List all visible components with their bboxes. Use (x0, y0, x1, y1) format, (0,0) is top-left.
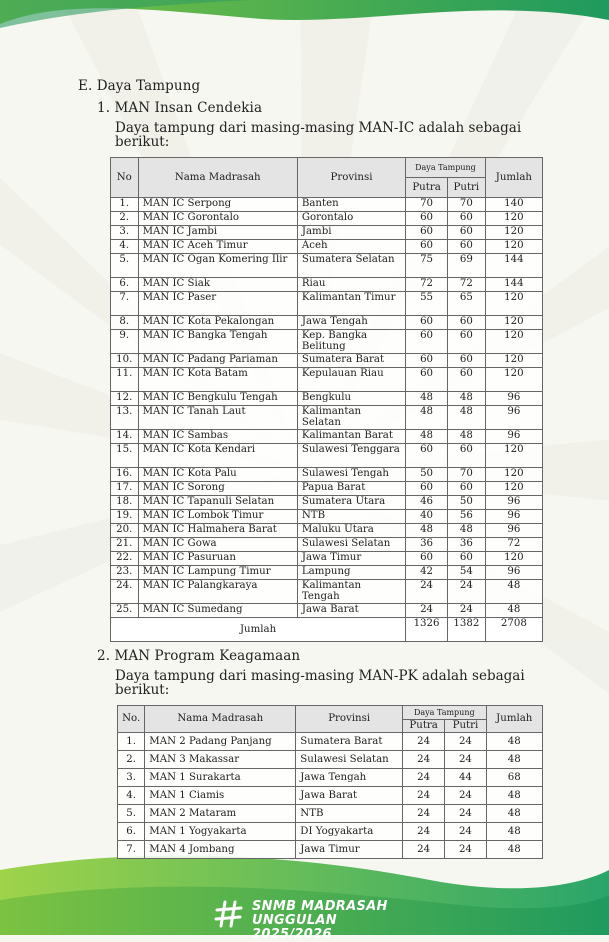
table-row (118, 823, 543, 841)
table-row (118, 841, 543, 859)
row-province: Banten (297, 198, 405, 212)
row-putra: 24 (403, 733, 445, 751)
row-putra: 48 (406, 406, 448, 430)
row-total: 96 (485, 566, 542, 580)
total-label: Jumlah (111, 618, 406, 642)
sub1-intro: Daya tampung dari masing-masing MAN-IC adalah sebagai berikut: (115, 120, 522, 150)
row-putri: 72 (447, 278, 485, 292)
row-province: Sulawesi Tengah (297, 468, 405, 482)
row-total: 144 (485, 278, 542, 292)
row-name: MAN IC Halmahera Barat (138, 524, 297, 538)
row-name: MAN IC Gowa (138, 538, 297, 552)
row-province: Lampung (297, 566, 405, 580)
sub2-intro: Daya tampung dari masing-masing MAN-PK adalah sebagai berikut: (115, 668, 525, 698)
row-putri: 24 (445, 733, 486, 751)
row-putra: 72 (406, 278, 448, 292)
row-putri: 48 (447, 406, 485, 430)
row-name: MAN IC Siak (138, 278, 297, 292)
col-total: Jumlah (486, 706, 542, 733)
table-row (118, 787, 543, 805)
row-putra: 60 (406, 482, 448, 496)
sub2-heading: 2. MAN Program Keagamaan (97, 648, 301, 664)
row-no: 24. (111, 580, 139, 604)
row-putra: 70 (406, 198, 448, 212)
row-putri: 60 (447, 482, 485, 496)
row-total: 48 (486, 841, 542, 859)
row-putra: 48 (406, 524, 448, 538)
row-total: 120 (485, 226, 542, 240)
row-no: 4. (118, 787, 145, 805)
table-row (111, 444, 543, 468)
col-putri: Putri (447, 178, 485, 198)
row-name: MAN 1 Surakarta (145, 769, 296, 787)
row-putri: 24 (445, 751, 486, 769)
row-province: Jawa Tengah (296, 769, 403, 787)
total-putra: 1326 (406, 618, 448, 642)
table-row (111, 482, 543, 496)
table-row (111, 510, 543, 524)
row-total: 96 (485, 510, 542, 524)
row-putra: 48 (406, 392, 448, 406)
col-name: Nama Madrasah (145, 706, 296, 733)
table-row (111, 552, 543, 566)
row-putra: 48 (406, 430, 448, 444)
row-no: 22. (111, 552, 139, 566)
row-no: 7. (111, 292, 139, 316)
col-capacity: Daya Tampung (406, 158, 486, 178)
table-row (111, 212, 543, 226)
row-name: MAN 2 Mataram (145, 805, 296, 823)
row-name: MAN IC Bangka Tengah (138, 330, 297, 354)
row-putra: 60 (406, 212, 448, 226)
table-row (111, 580, 543, 604)
row-province: Jawa Timur (297, 552, 405, 566)
row-name: MAN IC Tanah Laut (138, 406, 297, 430)
row-putra: 60 (406, 354, 448, 368)
row-total: 96 (485, 406, 542, 430)
row-total: 140 (485, 198, 542, 212)
row-total: 48 (486, 787, 542, 805)
row-province: Riau (297, 278, 405, 292)
row-total: 120 (485, 468, 542, 482)
row-no: 3. (118, 769, 145, 787)
col-total: Jumlah (485, 158, 542, 198)
row-putri: 69 (447, 254, 485, 278)
row-name: MAN IC Ogan Komering Ilir (138, 254, 297, 278)
row-no: 8. (111, 316, 139, 330)
row-name: MAN IC Gorontalo (138, 212, 297, 226)
table-row (111, 604, 543, 618)
row-putri: 48 (447, 524, 485, 538)
row-name: MAN 1 Ciamis (145, 787, 296, 805)
row-no: 23. (111, 566, 139, 580)
row-province: DI Yogyakarta (296, 823, 403, 841)
row-no: 18. (111, 496, 139, 510)
table-row (118, 805, 543, 823)
row-putra: 60 (406, 552, 448, 566)
row-putra: 75 (406, 254, 448, 278)
row-putra: 24 (403, 841, 445, 859)
row-total: 144 (485, 254, 542, 278)
table-row (111, 226, 543, 240)
row-province: Jawa Barat (297, 604, 405, 618)
row-name: MAN IC Jambi (138, 226, 297, 240)
row-total: 120 (485, 330, 542, 354)
row-putra: 60 (406, 330, 448, 354)
row-name: MAN 1 Yogyakarta (145, 823, 296, 841)
row-total: 48 (486, 823, 542, 841)
row-name: MAN IC Serpong (138, 198, 297, 212)
row-total: 120 (485, 240, 542, 254)
row-no: 17. (111, 482, 139, 496)
row-no: 1. (111, 198, 139, 212)
hashtag-icon (214, 900, 244, 928)
row-total: 48 (486, 805, 542, 823)
row-no: 7. (118, 841, 145, 859)
row-province: Kalimantan Tengah (297, 580, 405, 604)
row-province: Jawa Tengah (297, 316, 405, 330)
table-row (118, 751, 543, 769)
row-province: Sulawesi Tenggara (297, 444, 405, 468)
row-putra: 60 (406, 226, 448, 240)
row-province: Kalimantan Selatan (297, 406, 405, 430)
col-name: Nama Madrasah (138, 158, 297, 198)
table-row (111, 538, 543, 552)
row-total: 68 (486, 769, 542, 787)
total-row (111, 618, 543, 642)
row-putri: 60 (447, 330, 485, 354)
table-row (111, 292, 543, 316)
row-province: Bengkulu (297, 392, 405, 406)
row-name: MAN IC Sambas (138, 430, 297, 444)
row-name: MAN IC Palangkaraya (138, 580, 297, 604)
row-name: MAN IC Paser (138, 292, 297, 316)
row-province: Gorontalo (297, 212, 405, 226)
row-total: 120 (485, 354, 542, 368)
row-province: Kalimantan Barat (297, 430, 405, 444)
row-putri: 24 (447, 604, 485, 618)
row-name: MAN IC Lombok Timur (138, 510, 297, 524)
row-province: Sumatera Barat (297, 354, 405, 368)
row-province: Papua Barat (297, 482, 405, 496)
row-name: MAN 3 Makassar (145, 751, 296, 769)
row-no: 5. (111, 254, 139, 278)
row-putri: 60 (447, 444, 485, 468)
row-name: MAN IC Aceh Timur (138, 240, 297, 254)
row-no: 2. (118, 751, 145, 769)
col-province: Provinsi (297, 158, 405, 198)
brand-line2: UNGGULAN 2025/2026 (252, 913, 337, 942)
table-row (111, 240, 543, 254)
row-province: Sulawesi Selatan (296, 751, 403, 769)
table-row (118, 769, 543, 787)
row-putri: 48 (447, 392, 485, 406)
brand-logo (208, 899, 408, 942)
row-name: MAN IC Lampung Timur (138, 566, 297, 580)
row-name: MAN IC Sumedang (138, 604, 297, 618)
row-putri: 70 (447, 468, 485, 482)
row-putra: 24 (406, 604, 448, 618)
row-total: 120 (485, 212, 542, 226)
row-province: Sumatera Selatan (297, 254, 405, 278)
row-no: 12. (111, 392, 139, 406)
table-row (111, 524, 543, 538)
table-row (111, 198, 543, 212)
row-putri: 24 (445, 841, 486, 859)
total-total: 2708 (485, 618, 542, 642)
table-row (118, 733, 543, 751)
row-total: 120 (485, 316, 542, 330)
row-name: MAN IC Padang Pariaman (138, 354, 297, 368)
row-total: 96 (485, 524, 542, 538)
col-putra: Putra (403, 720, 445, 733)
row-no: 15. (111, 444, 139, 468)
col-capacity: Daya Tampung (403, 706, 487, 720)
row-total: 72 (485, 538, 542, 552)
table-row (111, 430, 543, 444)
row-putra: 24 (403, 787, 445, 805)
col-province: Provinsi (296, 706, 403, 733)
row-no: 20. (111, 524, 139, 538)
row-province: Kep. Bangka Belitung (297, 330, 405, 354)
row-total: 120 (485, 292, 542, 316)
row-putra: 60 (406, 444, 448, 468)
row-province: Aceh (297, 240, 405, 254)
row-putri: 50 (447, 496, 485, 510)
row-putri: 24 (445, 823, 486, 841)
row-province: Jawa Timur (296, 841, 403, 859)
row-name: MAN IC Pasuruan (138, 552, 297, 566)
col-no: No. (118, 706, 145, 733)
row-no: 14. (111, 430, 139, 444)
total-putri: 1382 (447, 618, 485, 642)
row-name: MAN IC Kota Palu (138, 468, 297, 482)
row-total: 96 (485, 430, 542, 444)
row-no: 3. (111, 226, 139, 240)
row-putri: 60 (447, 354, 485, 368)
col-no: No (111, 158, 139, 198)
row-total: 120 (485, 552, 542, 566)
row-putri: 60 (447, 316, 485, 330)
row-total: 48 (485, 604, 542, 618)
table-row (111, 468, 543, 482)
row-putra: 24 (403, 751, 445, 769)
table-row (111, 566, 543, 580)
row-no: 25. (111, 604, 139, 618)
row-name: MAN IC Sorong (138, 482, 297, 496)
row-no: 9. (111, 330, 139, 354)
row-total: 120 (485, 444, 542, 468)
row-province: Maluku Utara (297, 524, 405, 538)
man-pk-table (117, 705, 543, 859)
row-total: 120 (485, 368, 542, 392)
row-putri: 24 (447, 580, 485, 604)
row-name: MAN 2 Padang Panjang (145, 733, 296, 751)
row-total: 48 (486, 733, 542, 751)
row-province: Sumatera Barat (296, 733, 403, 751)
row-no: 21. (111, 538, 139, 552)
row-no: 4. (111, 240, 139, 254)
row-putri: 56 (447, 510, 485, 524)
row-name: MAN 4 Jombang (145, 841, 296, 859)
row-no: 1. (118, 733, 145, 751)
row-no: 19. (111, 510, 139, 524)
table-row (111, 330, 543, 354)
sub1-heading: 1. MAN Insan Cendekia (97, 100, 263, 116)
table-row (111, 278, 543, 292)
row-putri: 60 (447, 240, 485, 254)
table-row (111, 254, 543, 278)
row-no: 6. (111, 278, 139, 292)
row-putri: 24 (445, 805, 486, 823)
row-putri: 65 (447, 292, 485, 316)
row-putra: 24 (403, 823, 445, 841)
row-putra: 60 (406, 316, 448, 330)
row-putri: 44 (445, 769, 486, 787)
row-province: Kepulauan Riau (297, 368, 405, 392)
row-no: 6. (118, 823, 145, 841)
row-putri: 60 (447, 368, 485, 392)
row-putra: 50 (406, 468, 448, 482)
row-putri: 60 (447, 552, 485, 566)
row-total: 96 (485, 392, 542, 406)
row-putri: 48 (447, 430, 485, 444)
row-no: 11. (111, 368, 139, 392)
row-name: MAN IC Kota Kendari (138, 444, 297, 468)
row-province: NTB (297, 510, 405, 524)
row-putra: 46 (406, 496, 448, 510)
row-putri: 70 (447, 198, 485, 212)
row-no: 5. (118, 805, 145, 823)
row-province: NTB (296, 805, 403, 823)
col-putra: Putra (406, 178, 448, 198)
row-putra: 24 (403, 769, 445, 787)
row-no: 10. (111, 354, 139, 368)
row-putra: 60 (406, 240, 448, 254)
row-putri: 36 (447, 538, 485, 552)
row-putra: 24 (406, 580, 448, 604)
row-putri: 60 (447, 226, 485, 240)
row-name: MAN IC Tapanuli Selatan (138, 496, 297, 510)
row-total: 120 (485, 482, 542, 496)
row-province: Jawa Barat (296, 787, 403, 805)
row-name: MAN IC Kota Pekalongan (138, 316, 297, 330)
row-putri: 60 (447, 212, 485, 226)
section-heading: E. Daya Tampung (78, 78, 201, 94)
row-putra: 60 (406, 368, 448, 392)
row-putra: 55 (406, 292, 448, 316)
row-no: 13. (111, 406, 139, 430)
row-name: MAN IC Bengkulu Tengah (138, 392, 297, 406)
row-total: 96 (485, 496, 542, 510)
row-no: 16. (111, 468, 139, 482)
table-row (111, 316, 543, 330)
row-putra: 24 (403, 805, 445, 823)
row-putra: 42 (406, 566, 448, 580)
row-putri: 24 (445, 787, 486, 805)
row-total: 48 (486, 751, 542, 769)
table-row (111, 354, 543, 368)
row-putra: 36 (406, 538, 448, 552)
row-province: Sulawesi Selatan (297, 538, 405, 552)
row-no: 2. (111, 212, 139, 226)
table-row (111, 368, 543, 392)
row-province: Jambi (297, 226, 405, 240)
row-total: 48 (485, 580, 542, 604)
brand-line1: SNMB MADRASAH (252, 899, 388, 914)
row-putra: 40 (406, 510, 448, 524)
row-name: MAN IC Kota Batam (138, 368, 297, 392)
man-ic-table (110, 157, 543, 642)
row-province: Sumatera Utara (297, 496, 405, 510)
col-putri: Putri (445, 720, 486, 733)
row-province: Kalimantan Timur (297, 292, 405, 316)
table-row (111, 496, 543, 510)
table-row (111, 392, 543, 406)
table-row (111, 406, 543, 430)
row-putri: 54 (447, 566, 485, 580)
